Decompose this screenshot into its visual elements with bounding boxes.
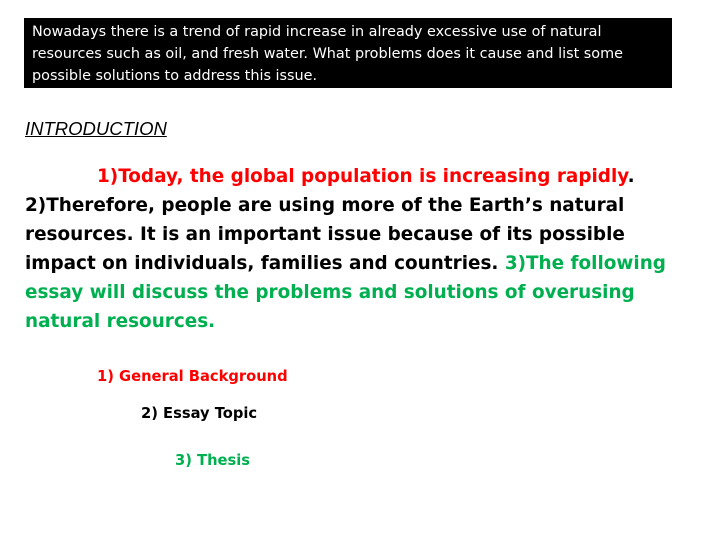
essay-topic-sentence: 2)Therefore, people are using more of the Earth’s natural resources. It is an important issue because of its possible impact on individuals, families and countries.	[25, 195, 625, 274]
legend-essay-topic: 2) Essay Topic	[141, 405, 258, 422]
sentence1-period: .	[627, 166, 635, 187]
introduction-paragraph	[25, 162, 675, 336]
prompt-line-1: Nowadays there is a trend of rapid increase in already excessive use of natural	[32, 24, 602, 40]
general-background-sentence: 1)Today, the global population is increasing rapidly	[97, 166, 628, 187]
introduction-heading: INTRODUCTION	[25, 118, 167, 139]
prompt-line-2: resources such as oil, and fresh water. What problems does it cause and list some	[32, 46, 623, 62]
prompt-line-3: possible solutions to address this issue.	[32, 68, 318, 84]
thesis-sentence: 3)The following essay will discuss the problems and solutions of overusing natural resources.	[25, 253, 666, 332]
legend-thesis: 3) Thesis	[175, 452, 251, 469]
essay-prompt-box	[24, 18, 672, 88]
legend-general-background: 1) General Background	[97, 368, 288, 385]
